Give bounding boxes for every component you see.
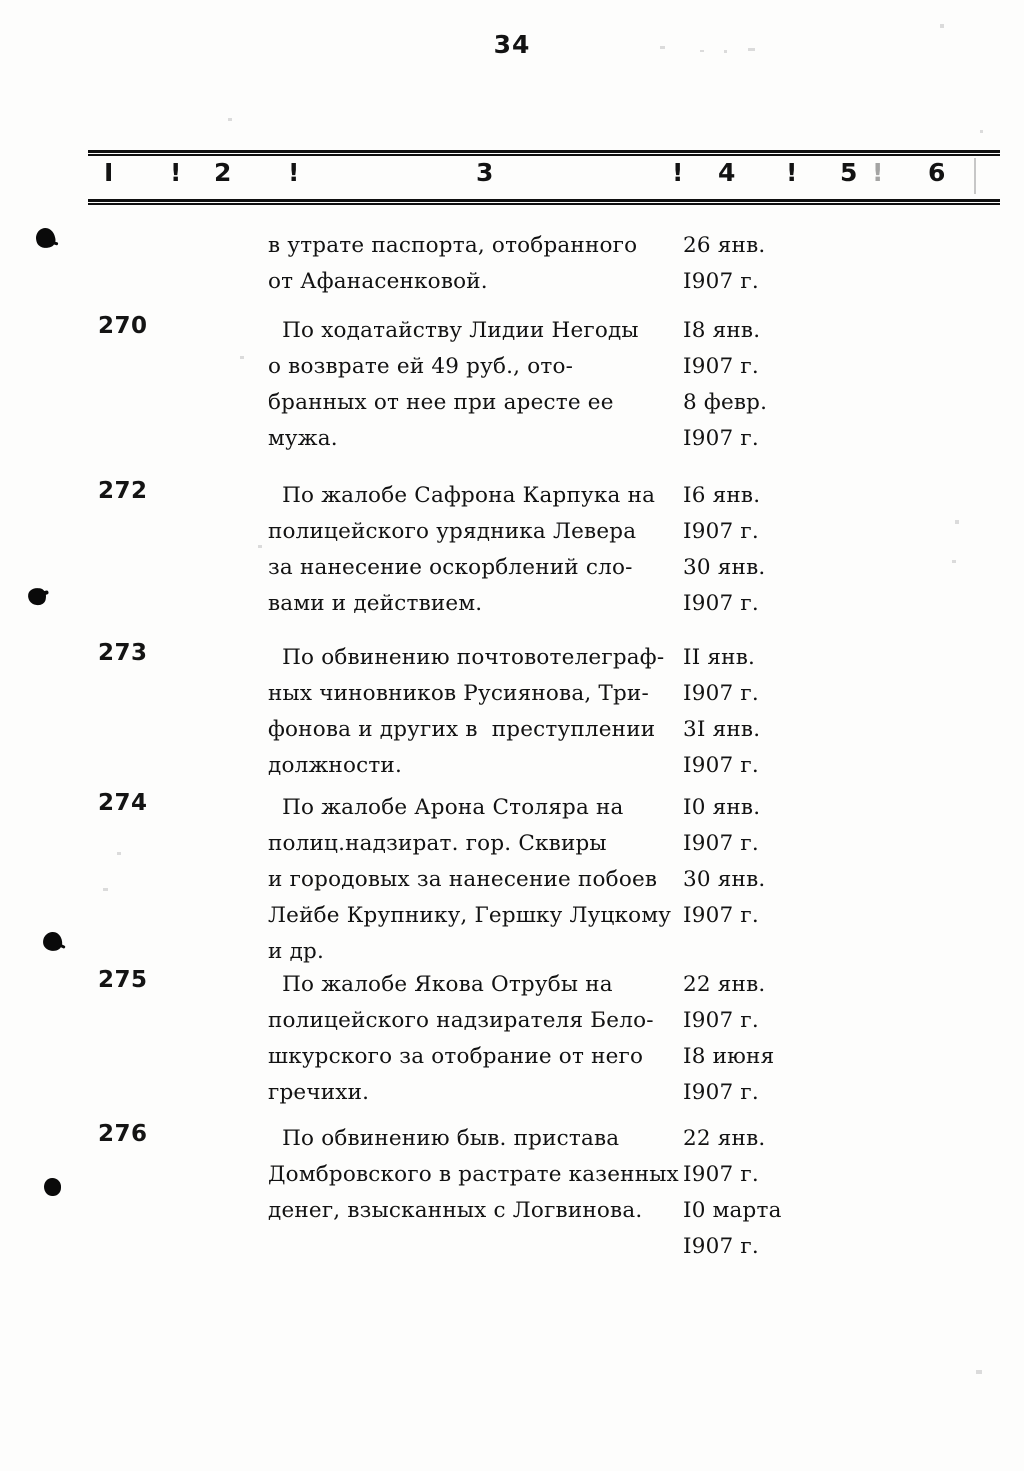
page-number: 34 [493,30,531,59]
entry-dates [683,1121,913,1265]
entry-dates [683,790,913,934]
column-number-header [88,150,1000,206]
entry-date-line: I8 июня [683,1044,775,1069]
entry-description [268,228,708,300]
column-separator: ! [786,158,798,187]
entry-description [268,967,708,1111]
entry-description-line: бранных от нее при аресте ее [268,390,614,415]
entry-description-line: за нанесение оскорблений сло- [268,555,633,580]
scan-speckle [952,560,956,563]
entry-description-line: Лейбе Крупнику, Гершку Луцкому [268,903,672,928]
column-separator: ! [170,158,182,187]
entry-description-line: Домбровского в растрате казенных [268,1162,679,1187]
entry-description-line: гречихи. [268,1080,370,1105]
scan-speckle [700,50,704,52]
entry-description-line: По жалобе Якова Отрубы на [268,972,613,997]
entry-description [268,313,708,457]
entry-date-line: I907 г. [683,1080,759,1105]
column-number-2: 2 [214,158,232,187]
entry-date-line: I0 марта [683,1198,782,1223]
entry-date-line: I907 г. [683,1234,759,1259]
scan-speckle [228,118,232,121]
entry-description-line: должности. [268,753,402,778]
entry-date-line: I907 г. [683,903,759,928]
scan-speckle [240,356,244,359]
header-rule-bottom-2 [88,203,1000,205]
entry-case-number: 270 [98,313,148,339]
column-number-4: 4 [718,158,736,187]
entry-description-line: в утрате паспорта, отобранного [268,233,638,258]
column-number-6: 6 [928,158,946,187]
entry-date-line: I907 г. [683,354,759,379]
entry-date-line: I907 г. [683,681,759,706]
scan-speckle [980,130,983,133]
entry-description-line: вами и действием. [268,591,483,616]
entry-date-line: I6 янв. [683,483,761,508]
scan-speckle [660,46,665,49]
entry-description-line: полиц.надзират. гор. Сквиры [268,831,607,856]
entry-date-line: I907 г. [683,1162,759,1187]
entry-description-line: полицейского урядника Левера [268,519,637,544]
scan-speckle [724,50,727,53]
entry-description-line: и др. [268,939,324,964]
entry-date-line: I907 г. [683,753,759,778]
column-separator: ! [672,158,684,187]
entry-description-line: По ходатайству Лидии Негоды [268,318,639,343]
entry-date-line: I907 г. [683,519,759,544]
entry-description-line: о возврате ей 49 руб., ото- [268,354,574,379]
entry-date-line: I907 г. [683,269,759,294]
margin-ink-blot [27,587,47,606]
entry-description-line: полицейского надзирателя Бело- [268,1008,654,1033]
header-edge-tick [974,158,976,194]
entry-case-number: 274 [98,790,148,816]
column-separator: ! [288,158,300,187]
entry-description-line: По обвинению быв. пристава [268,1126,620,1151]
scan-speckle [258,545,262,548]
entry-dates [683,640,913,784]
entry-date-line: I907 г. [683,591,759,616]
entry-date-line: 30 янв. [683,555,766,580]
entry-dates [683,313,913,457]
entry-description-line: По жалобе Арона Столяра на [268,795,624,820]
margin-ink-blot [34,226,57,250]
entry-date-line: I0 янв. [683,795,761,820]
entry-description-line: шкурского за отобрание от него [268,1044,644,1069]
entry-dates [683,967,913,1111]
entry-description-line: денег, взысканных с Логвинова. [268,1198,643,1223]
entry-date-line: I907 г. [683,1008,759,1033]
column-number-5: 5 [840,158,858,187]
entry-date-line: 22 янв. [683,1126,766,1151]
scan-speckle [103,888,108,891]
header-rule-bottom [88,199,1000,202]
entry-case-number: 273 [98,640,148,666]
entry-description-line: мужа. [268,426,338,451]
entry-description [268,478,708,622]
column-number-I: I [104,158,114,187]
entry-description-line: По обвинению почтовотелеграф- [268,645,665,670]
entry-date-line: 8 февр. [683,390,768,415]
header-rule-top [88,150,1000,153]
entry-dates [683,478,913,622]
scan-speckle [976,1370,982,1374]
entry-description [268,1121,708,1229]
scan-speckle [940,24,944,28]
entry-case-number: 276 [98,1121,148,1147]
entry-date-line: II янв. [683,645,756,670]
entry-description-line: По жалобе Сафрона Карпука на [268,483,656,508]
entry-date-line: 26 янв. [683,233,766,258]
entry-description-line: и городовых за нанесение побоев [268,867,658,892]
entry-date-line: 3I янв. [683,717,761,742]
scan-speckle [955,520,959,524]
entry-case-number: 272 [98,478,148,504]
entry-date-line: I8 янв. [683,318,761,343]
header-rule-top-2 [88,154,1000,156]
margin-ink-blot [42,931,63,952]
entry-case-number: 275 [98,967,148,993]
column-number-3: 3 [476,158,494,187]
entry-dates [683,228,913,300]
entry-date-line: I907 г. [683,831,759,856]
entry-description [268,790,708,970]
entry-date-line: 30 янв. [683,867,766,892]
entry-description-line: фонова и других в преступлении [268,717,656,742]
entry-description [268,640,708,784]
scan-speckle [117,852,121,855]
entry-description-line: от Афанасенковой. [268,269,488,294]
margin-ink-blot [44,1178,61,1196]
entry-date-line: I907 г. [683,426,759,451]
scan-speckle [748,48,755,51]
entry-description-line: ных чиновников Русиянова, Три- [268,681,649,706]
entry-date-line: 22 янв. [683,972,766,997]
column-separator: ! [872,158,884,187]
